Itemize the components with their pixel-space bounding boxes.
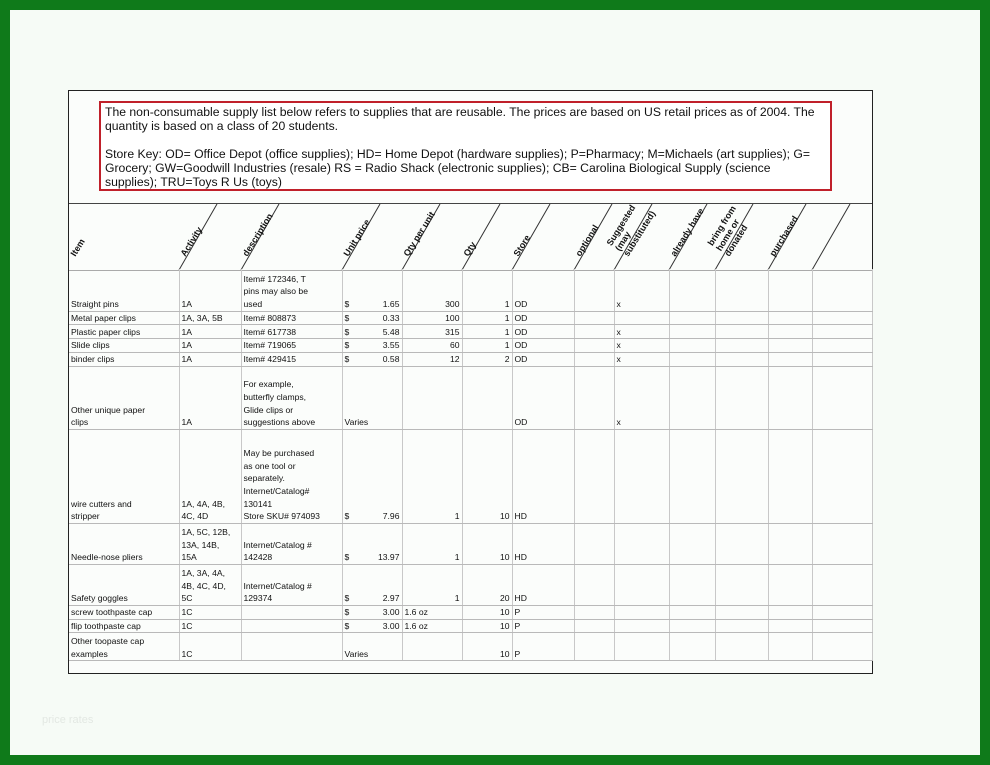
currency-symbol: $ (344, 326, 350, 337)
qty-per-unit-cell: 1 (402, 429, 462, 523)
column-header-2: description (240, 211, 275, 258)
table-row (69, 429, 872, 523)
optional-cell (574, 339, 614, 353)
qty-cell: 20 (462, 564, 512, 605)
purchased-cell (768, 352, 812, 366)
column-header-4: Qty per unit (401, 209, 437, 258)
description-cell: Item# 429415 (241, 352, 342, 366)
bring-from-home-cell (715, 311, 768, 325)
already-have-cell (669, 605, 715, 619)
description-cell: Item# 617738 (241, 325, 342, 339)
activity-cell: 1A (179, 366, 241, 429)
description-cell: Internet/Catalog # 129374 (241, 564, 342, 605)
already-have-cell (669, 325, 715, 339)
optional-cell (574, 269, 614, 311)
activity-cell: 1A, 3A, 5B (179, 311, 241, 325)
table-row (69, 605, 872, 619)
description-cell (241, 605, 342, 619)
description-cell: May be purchased as one tool or separately. Internet/Catalog# 130141 Store SKU# 974093 (241, 429, 342, 523)
item-cell: Other toopaste cap examples (69, 633, 179, 661)
unit-price-cell (342, 352, 402, 366)
qty-cell: 10 (462, 619, 512, 633)
qty-per-unit-cell: 12 (402, 352, 462, 366)
purchased-cell (768, 325, 812, 339)
unit-price-cell (342, 311, 402, 325)
activity-cell: 1A (179, 352, 241, 366)
purchased-cell (768, 605, 812, 619)
already-have-cell (669, 352, 715, 366)
purchased-cell (768, 619, 812, 633)
qty-cell: 10 (462, 523, 512, 564)
qty-cell: 1 (462, 311, 512, 325)
optional-cell (574, 311, 614, 325)
column-header-10: bring from home or donated (705, 203, 750, 258)
qty-per-unit-cell: 1.6 oz (402, 619, 462, 633)
column-header-7: optional (573, 223, 601, 258)
purchased-cell (768, 633, 812, 661)
price-pair (345, 298, 400, 311)
price-pair (345, 510, 400, 523)
blank-cell (812, 619, 872, 633)
table-row (69, 269, 872, 311)
item-cell: Needle-nose pliers (69, 523, 179, 564)
price-value: Varies (344, 648, 369, 659)
qty-per-unit-cell: 60 (402, 339, 462, 353)
unit-price-cell (342, 269, 402, 311)
store-cell: OD (512, 339, 574, 353)
price-value: 0.58 (382, 354, 400, 365)
column-header-8: Suggested (may substituted) (604, 203, 658, 258)
suggested-cell: x (614, 269, 669, 311)
unit-price-cell (342, 633, 402, 661)
description-cell: Item# 808873 (241, 311, 342, 325)
supply-table (69, 269, 873, 661)
activity-cell: 1C (179, 605, 241, 619)
suggested-cell (614, 523, 669, 564)
qty-cell: 1 (462, 325, 512, 339)
unit-price-cell (342, 325, 402, 339)
item-cell: Slide clips (69, 339, 179, 353)
price-pair (345, 353, 400, 366)
qty-cell: 10 (462, 429, 512, 523)
blank-cell (812, 325, 872, 339)
blank-cell (812, 605, 872, 619)
table-row (69, 564, 872, 605)
blank-cell (812, 523, 872, 564)
optional-cell (574, 619, 614, 633)
table-row (69, 619, 872, 633)
qty-per-unit-cell: 315 (402, 325, 462, 339)
watermark-text: price rates (42, 714, 94, 726)
already-have-cell (669, 311, 715, 325)
description-cell (241, 619, 342, 633)
qty-per-unit-cell (402, 366, 462, 429)
activity-cell: 1A (179, 325, 241, 339)
store-cell: HD (512, 429, 574, 523)
bring-from-home-cell (715, 325, 768, 339)
qty-per-unit-cell: 1 (402, 564, 462, 605)
store-cell: OD (512, 366, 574, 429)
supply-list-frame (68, 90, 873, 674)
price-pair (345, 326, 400, 339)
blank-cell (812, 311, 872, 325)
table-row (69, 633, 872, 661)
purchased-cell (768, 429, 812, 523)
optional-cell (574, 429, 614, 523)
table-row (69, 311, 872, 325)
activity-cell: 1A (179, 269, 241, 311)
currency-symbol: $ (344, 312, 350, 323)
description-cell: Internet/Catalog # 142428 (241, 523, 342, 564)
bring-from-home-cell (715, 633, 768, 661)
blank-cell (812, 429, 872, 523)
unit-price-cell (342, 366, 402, 429)
already-have-cell (669, 633, 715, 661)
item-cell: Plastic paper clips (69, 325, 179, 339)
unit-price-cell (342, 564, 402, 605)
table-row (69, 339, 872, 353)
price-value: 3.00 (382, 620, 400, 631)
store-cell: P (512, 619, 574, 633)
blank-cell (812, 339, 872, 353)
description-cell: Item# 172346, T pins may also be used (241, 269, 342, 311)
header-separator (462, 204, 500, 270)
optional-cell (574, 366, 614, 429)
already-have-cell (669, 619, 715, 633)
item-cell: binder clips (69, 352, 179, 366)
column-header-3: Unit price (341, 217, 372, 258)
qty-cell: 10 (462, 633, 512, 661)
suggested-cell: x (614, 339, 669, 353)
qty-cell: 1 (462, 339, 512, 353)
already-have-cell (669, 339, 715, 353)
store-cell: OD (512, 352, 574, 366)
unit-price-cell (342, 429, 402, 523)
item-cell: Straight pins (69, 269, 179, 311)
store-cell: HD (512, 564, 574, 605)
activity-cell: 1C (179, 633, 241, 661)
price-pair (345, 339, 400, 352)
bring-from-home-cell (715, 564, 768, 605)
bring-from-home-cell (715, 352, 768, 366)
activity-cell: 1A (179, 339, 241, 353)
price-value: 3.00 (382, 607, 400, 618)
table-row (69, 352, 872, 366)
column-header-9: already have (668, 206, 706, 258)
qty-per-unit-cell: 100 (402, 311, 462, 325)
header-separator (812, 204, 850, 270)
price-pair (345, 551, 400, 564)
blank-cell (812, 366, 872, 429)
suggested-cell (614, 633, 669, 661)
qty-per-unit-cell: 300 (402, 269, 462, 311)
currency-symbol: $ (344, 340, 350, 351)
activity-cell: 1A, 4A, 4B, 4C, 4D (179, 429, 241, 523)
bring-from-home-cell (715, 619, 768, 633)
currency-symbol: $ (344, 511, 350, 522)
activity-cell: 1C (179, 619, 241, 633)
price-pair (345, 606, 400, 619)
currency-symbol: $ (344, 354, 350, 365)
suggested-cell: x (614, 352, 669, 366)
qty-per-unit-cell: 1.6 oz (402, 605, 462, 619)
price-value: 7.96 (382, 511, 400, 522)
unit-price-cell (342, 605, 402, 619)
suggested-cell: x (614, 366, 669, 429)
blank-cell (812, 633, 872, 661)
store-cell: OD (512, 325, 574, 339)
column-header-5: Qty (461, 239, 478, 258)
price-value: 1.65 (382, 298, 400, 309)
bring-from-home-cell (715, 339, 768, 353)
already-have-cell (669, 269, 715, 311)
price-value: 0.33 (382, 312, 400, 323)
table-row (69, 523, 872, 564)
item-cell: Other unique paper clips (69, 366, 179, 429)
qty-cell: 1 (462, 269, 512, 311)
purchased-cell (768, 523, 812, 564)
unit-price-cell (342, 619, 402, 633)
item-cell: screw toothpaste cap (69, 605, 179, 619)
bring-from-home-cell (715, 429, 768, 523)
activity-cell: 1A, 5C, 12B, 13A, 14B, 15A (179, 523, 241, 564)
already-have-cell (669, 366, 715, 429)
unit-price-cell (342, 339, 402, 353)
item-cell: flip toothpaste cap (69, 619, 179, 633)
store-cell: OD (512, 269, 574, 311)
suggested-cell (614, 311, 669, 325)
item-cell: Metal paper clips (69, 311, 179, 325)
purchased-cell (768, 564, 812, 605)
qty-cell: 10 (462, 605, 512, 619)
table-row (69, 325, 872, 339)
optional-cell (574, 633, 614, 661)
column-header-0: Item (68, 236, 87, 258)
store-cell: P (512, 605, 574, 619)
notice-intro: The non-consumable supply list below refers to supplies that are reusable. The prices are based on US retail prices as of 2004. The quantity is based on a class of 20 students. (105, 105, 815, 133)
description-cell: For example, butterfly clamps, Glide clips or suggestions above (241, 366, 342, 429)
purchased-cell (768, 269, 812, 311)
qty-cell (462, 366, 512, 429)
notice-box (99, 101, 832, 191)
price-pair (345, 592, 400, 605)
qty-cell: 2 (462, 352, 512, 366)
bring-from-home-cell (715, 366, 768, 429)
currency-symbol: $ (344, 593, 350, 604)
currency-symbol: $ (344, 552, 350, 563)
optional-cell (574, 325, 614, 339)
column-header-6: Store (511, 233, 533, 258)
purchased-cell (768, 311, 812, 325)
table-row (69, 366, 872, 429)
bring-from-home-cell (715, 269, 768, 311)
suggested-cell: x (614, 325, 669, 339)
currency-symbol: $ (344, 298, 350, 309)
store-cell: OD (512, 311, 574, 325)
optional-cell (574, 352, 614, 366)
purchased-cell (768, 366, 812, 429)
already-have-cell (669, 429, 715, 523)
store-cell: P (512, 633, 574, 661)
unit-price-cell (342, 523, 402, 564)
price-pair (345, 312, 400, 325)
price-value: 5.48 (382, 326, 400, 337)
column-header-11: purchased (767, 214, 801, 258)
suggested-cell (614, 564, 669, 605)
bring-from-home-cell (715, 605, 768, 619)
blank-cell (812, 352, 872, 366)
column-header-1: Activity (178, 225, 205, 258)
currency-symbol: $ (344, 620, 350, 631)
blank-cell (812, 564, 872, 605)
price-value: 3.55 (382, 340, 400, 351)
purchased-cell (768, 339, 812, 353)
qty-per-unit-cell: 1 (402, 523, 462, 564)
price-value: 13.97 (377, 552, 400, 563)
notice-store-key: Store Key: OD= Office Depot (office supplies); HD= Home Depot (hardware supplies); P=Pharmacy; M=Michaels (art supplies); G= Grocery; GW=Goodwill Industries (resale) RS = Radio Shack (electronic supplies); CB= Carolina Biological Supply (science supplies); TRU=Toys R Us (toys) (105, 147, 811, 189)
item-cell: Safety goggles (69, 564, 179, 605)
activity-cell: 1A, 3A, 4A, 4B, 4C, 4D, 5C (179, 564, 241, 605)
already-have-cell (669, 564, 715, 605)
bring-from-home-cell (715, 523, 768, 564)
description-cell (241, 633, 342, 661)
already-have-cell (669, 523, 715, 564)
qty-per-unit-cell (402, 633, 462, 661)
price-pair (345, 620, 400, 633)
suggested-cell (614, 429, 669, 523)
worksheet-page (10, 10, 980, 755)
suggested-cell (614, 605, 669, 619)
optional-cell (574, 523, 614, 564)
optional-cell (574, 564, 614, 605)
blank-cell (812, 269, 872, 311)
store-cell: HD (512, 523, 574, 564)
suggested-cell (614, 619, 669, 633)
price-value: 2.97 (382, 593, 400, 604)
optional-cell (574, 605, 614, 619)
column-header-row (69, 203, 872, 271)
description-cell: Item# 719065 (241, 339, 342, 353)
price-value: Varies (344, 417, 369, 428)
currency-symbol: $ (344, 607, 350, 618)
item-cell: wire cutters and stripper (69, 429, 179, 523)
